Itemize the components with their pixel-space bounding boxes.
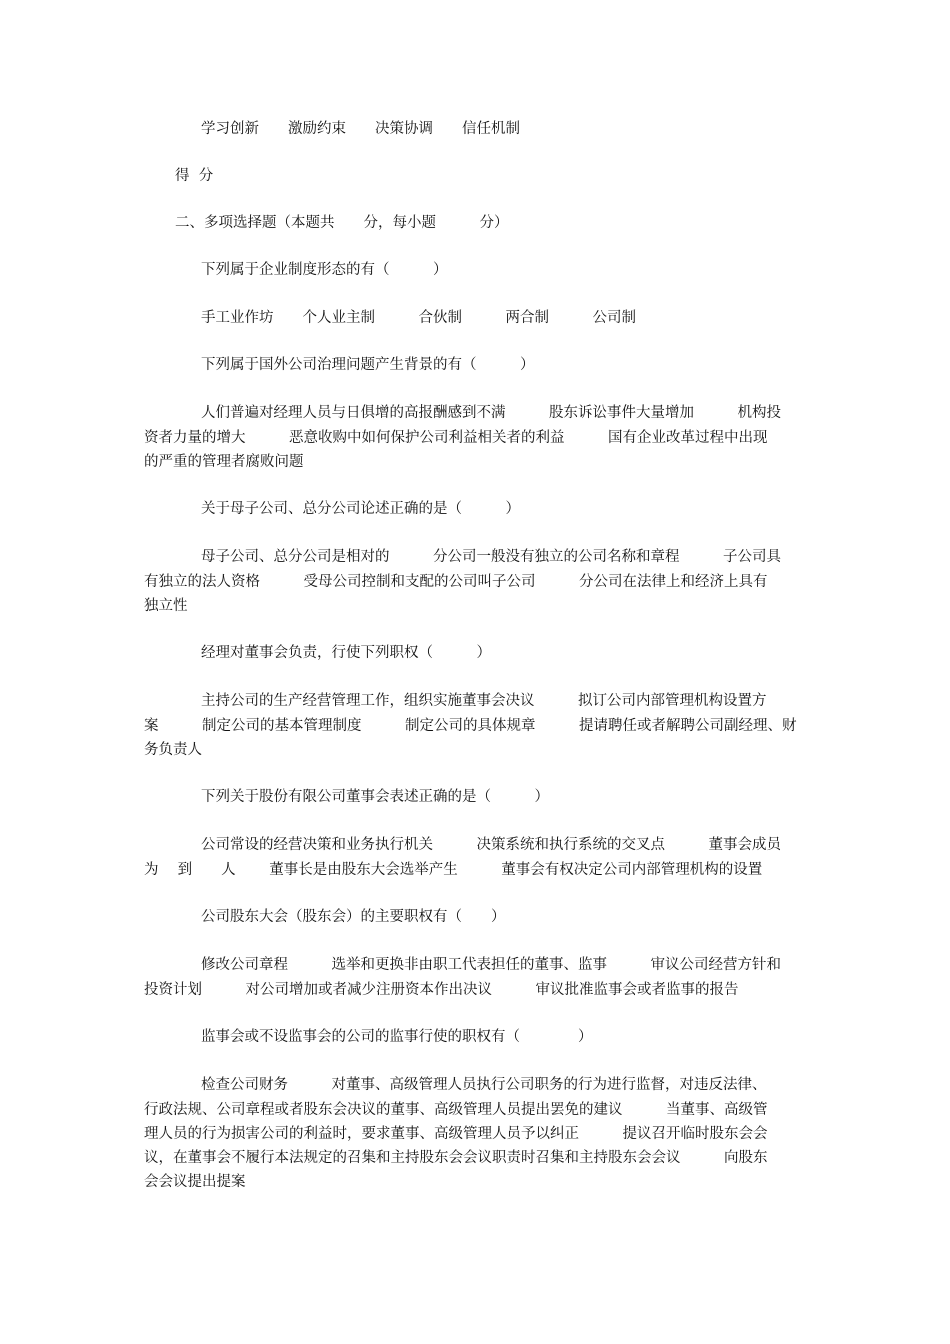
options-7-line-3: 理人员的行为损害公司的利益时，要求董事、高级管理人员予以纠正 提议召开临时股东会会	[144, 1126, 768, 1142]
options-1: 手工业作坊 个人业主制 合伙制 两合制 公司制	[201, 310, 636, 326]
options-7-line-5: 会会议提出提案	[144, 1174, 246, 1190]
options-4-line-2: 案 制定公司的基本管理制度 制定公司的具体规章 提请聘任或者解聘公司副经理、财	[144, 718, 797, 734]
section-heading: 二、多项选择题（本题共 分，每小题 分）	[175, 215, 509, 231]
options-line: 学习创新 激励约束 决策协调 信任机制	[201, 121, 520, 137]
options-2-line-1: 人们普遍对经理人员与日俱增的高报酬感到不满 股东诉讼事件大量增加 机构投	[201, 405, 781, 421]
options-6-line-2: 投资计划 对公司增加或者减少注册资本作出决议 审议批准监事会或者监事的报告	[144, 982, 739, 998]
question-1: 下列属于企业制度形态的有（ ）	[201, 262, 448, 278]
score-label: 得 分	[175, 168, 214, 184]
options-5-line-1: 公司常设的经营决策和业务执行机关 决策系统和执行系统的交叉点 董事会成员	[201, 837, 781, 853]
options-3-line-1: 母子公司、总分公司是相对的 分公司一般没有独立的公司名称和章程 子公司具	[201, 549, 781, 565]
question-4: 经理对董事会负责，行使下列职权（ ）	[201, 645, 491, 661]
options-7-line-2: 行政法规、公司章程或者股东会决议的董事、高级管理人员提出罢免的建议 当董事、高级管	[144, 1102, 768, 1118]
options-3-line-3: 独立性	[144, 598, 188, 614]
options-2-line-2: 资者力量的增大 恶意收购中如何保护公司利益相关者的利益 国有企业改革过程中出现	[144, 430, 768, 446]
options-4-line-1: 主持公司的生产经营管理工作，组织实施董事会决议 拟订公司内部管理机构设置方	[201, 693, 767, 709]
question-2: 下列属于国外公司治理问题产生背景的有（ ）	[201, 357, 535, 373]
question-7: 监事会或不设监事会的公司的监事行使的职权有（ ）	[201, 1029, 593, 1045]
question-5: 下列关于股份有限公司董事会表述正确的是（ ）	[201, 789, 549, 805]
options-4-line-3: 务负责人	[144, 742, 202, 758]
options-7-line-1: 检查公司财务 对董事、高级管理人员执行公司职务的行为进行监督，对违反法律、	[201, 1077, 767, 1093]
options-2-line-3: 的严重的管理者腐败问题	[144, 454, 304, 470]
question-6: 公司股东大会（股东会）的主要职权有（ ）	[201, 909, 506, 925]
question-3: 关于母子公司、总分公司论述正确的是（ ）	[201, 501, 520, 517]
options-6-line-1: 修改公司章程 选举和更换非由职工代表担任的董事、监事 审议公司经营方针和	[201, 957, 781, 973]
options-3-line-2: 有独立的法人资格 受母公司控制和支配的公司叫子公司 分公司在法律上和经济上具有	[144, 574, 768, 590]
options-7-line-4: 议，在董事会不履行本法规定的召集和主持股东会会议职责时召集和主持股东会会议 向股东	[144, 1150, 768, 1166]
options-5-line-2: 为 到 人 董事长是由股东大会选举产生 董事会有权决定公司内部管理机构的设置	[144, 862, 763, 878]
